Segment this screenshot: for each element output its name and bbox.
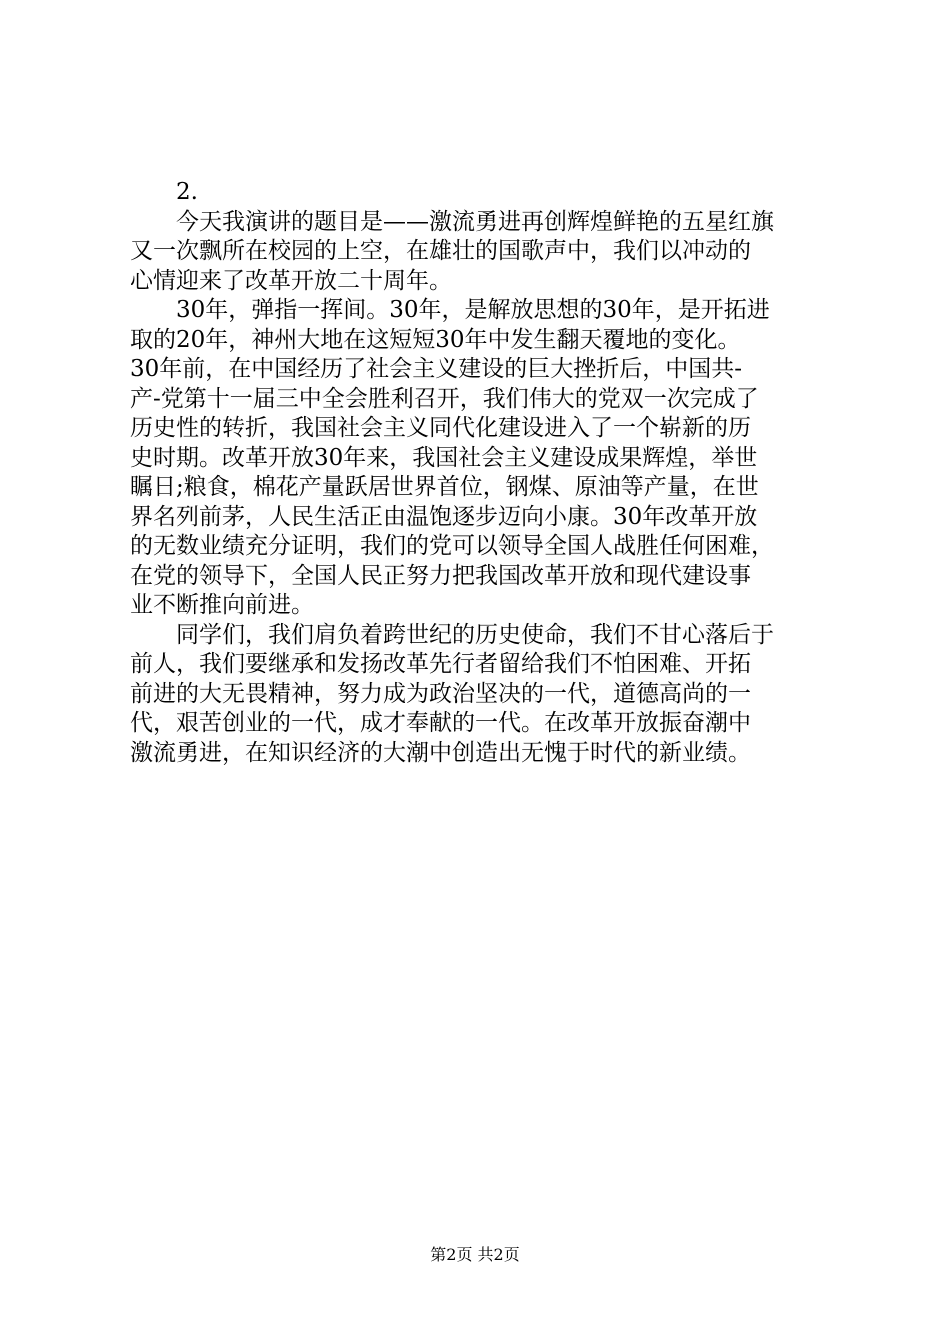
text-line: 前进的大无畏精神，努力成为政治坚决的一代，道德高尚的一 <box>130 680 751 707</box>
text-line: 代，艰苦创业的一代，成才奉献的一代。在改革开放振奋潮中 <box>130 710 751 736</box>
text-line: 又一次飘所在校园的上空，在雄壮的国歌声中，我们以冲动的 <box>130 238 751 264</box>
section-number: 2. <box>176 179 198 205</box>
text-line: 业不断推向前进。 <box>130 592 314 618</box>
text-line: 30年前，在中国经历了社会主义建设的巨大挫折后，中国共- <box>130 356 743 382</box>
text-line: 产-党第十一届三中全会胜利召开，我们伟大的党双一次完成了 <box>130 385 759 412</box>
text-line: 同学们，我们肩负着跨世纪的历史使命，我们不甘心落后于 <box>176 621 774 648</box>
page-footer <box>0 1245 950 1265</box>
text-line: 30年，弹指一挥间。30年，是解放思想的30年，是开拓进 <box>176 297 770 323</box>
text-line: 的无数业绩充分证明，我们的党可以领导全国人战胜任何困难， <box>130 533 774 559</box>
text-line: 史时期。改革开放30年来，我国社会主义建设成果辉煌，举世 <box>130 444 758 471</box>
text-line: 心情迎来了改革开放二十周年。 <box>130 267 452 294</box>
text-line: 激流勇进，在知识经济的大潮中创造出无愧于时代的新业绩。 <box>130 739 751 766</box>
text-line: 前人，我们要继承和发扬改革先行者留给我们不怕困难、开拓 <box>130 651 751 677</box>
text-line: 在党的领导下，全国人民正努力把我国改革开放和现代建设事 <box>130 562 751 589</box>
text-line: 瞩日;粮食，棉花产量跃居世界首位，钢煤、原油等产量，在世 <box>130 474 759 500</box>
text-line: 今天我演讲的题目是——激流勇进再创辉煌鲜艳的五星红旗 <box>176 208 774 235</box>
document-body <box>130 178 820 768</box>
text-line: 取的20年，神州大地在这短短30年中发生翻天覆地的变化。 <box>130 326 741 353</box>
text-line: 历史性的转折，我国社会主义同代化建设进入了一个崭新的历 <box>130 415 751 441</box>
page-number-label: 第2页 共2页 <box>430 1245 520 1264</box>
text-line: 界名列前茅，人民生活正由温饱逐步迈向小康。30年改革开放 <box>130 503 758 530</box>
